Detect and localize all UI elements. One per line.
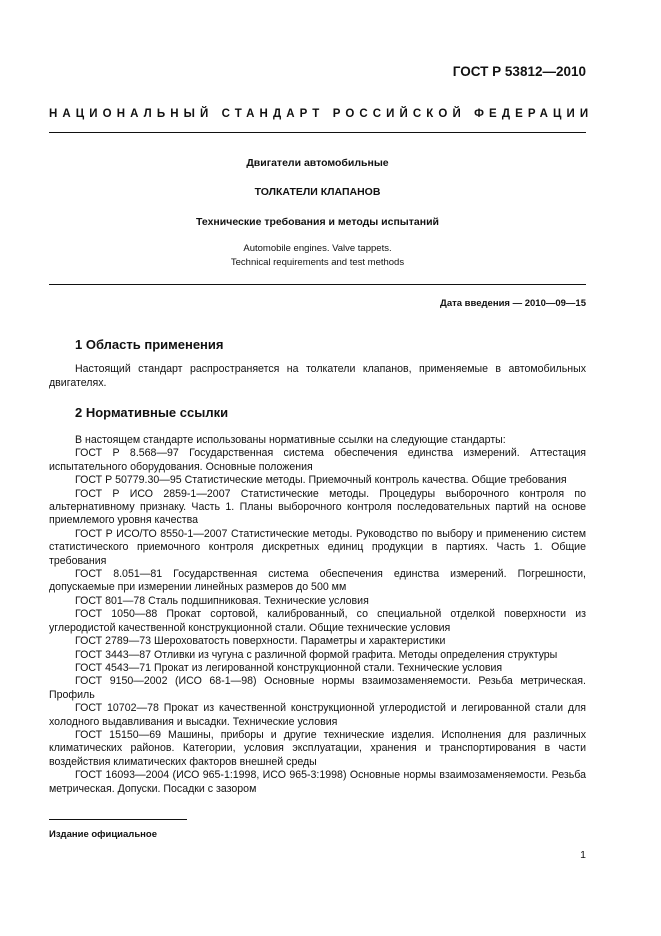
section-1-paragraph: Настоящий стандарт распространяется на толкатели клапанов, применяемые в автомобильных двигателях. [49, 363, 586, 389]
references-list [49, 434, 586, 796]
footnote-rule [49, 819, 187, 820]
section-1-heading: 1 Область применения [75, 337, 224, 352]
title-line-2: ТОЛКАТЕЛИ КЛАПАНОВ [254, 186, 381, 198]
reference-item: ГОСТ 16093—2004 (ИСО 965-1:1998, ИСО 965-3:1998) Основные нормы взаимозаменяемости. Резьба метрическая. Допуски. Посадки с зазором [49, 769, 586, 795]
reference-item: ГОСТ 3443—87 Отливки из чугуна с различной формой графита. Методы определения структуры [75, 648, 558, 661]
reference-item: ГОСТ Р ИСО 2859-1—2007 Статистические методы. Процедуры выборочного контроля по альтернативному признаку. Часть 1. Планы выборочного контроля последовательных партий на основе приемлемого уровня качества [49, 487, 586, 527]
top-rule [49, 132, 586, 133]
reference-item: ГОСТ 8.051—81 Государственная система обеспечения единства измерений. Погрешности, допускаемые при измерении линейных размеров до 500 мм [49, 568, 586, 594]
reference-item: ГОСТ 9150—2002 (ИСО 68-1—98) Основные нормы взаимозаменяемости. Резьба метрическая. Профиль [49, 675, 586, 701]
standard-type-banner: НАЦИОНАЛЬНЫЙ СТАНДАРТ РОССИЙСКОЙ ФЕДЕРАЦИИ [49, 108, 594, 120]
reference-item: ГОСТ Р 8.568—97 Государственная система обеспечения единства измерений. Аттестация испытательного оборудования. Основные положения [49, 447, 586, 473]
title-line-3: Технические требования и методы испытаний [196, 216, 439, 228]
english-title-line-2: Technical requirements and test methods [230, 257, 405, 268]
english-title-line-1: Automobile engines. Valve tappets. [243, 243, 392, 254]
reference-item: ГОСТ Р 50779.30—95 Статистические методы. Приемочный контроль качества. Общие требования [75, 474, 567, 487]
official-edition-label: Издание официальное [49, 829, 157, 840]
reference-item: ГОСТ 1050—88 Прокат сортовой, калиброванный, со специальной отделкой поверхности из углеродистой качественной конструкционной стали. Общие технические условия [49, 608, 586, 634]
section-1-text [49, 363, 586, 391]
introduction-date: Дата введения — 2010—09—15 [440, 298, 586, 309]
reference-item: ГОСТ Р ИСО/ТО 8550-1—2007 Статистические методы. Руководство по выбору и применению систем статистического приемочного контроля дискретных единиц продукции в партиях. Часть 1. Общие требования [49, 527, 586, 567]
title-rule [49, 284, 586, 285]
references-intro: В настоящем стандарте использованы нормативные ссылки на следующие стандарты: [75, 434, 506, 446]
section-2-heading: 2 Нормативные ссылки [75, 405, 229, 420]
reference-item: ГОСТ 10702—78 Прокат из качественной конструкционной углеродистой и легированной стали для холодного выдавливания и высадки. Технические условия [49, 702, 586, 728]
reference-item: ГОСТ 15150—69 Машины, приборы и другие технические изделия. Исполнения для различных климатических районов. Категории, условия эксплуатации, хранения и транспортирования в части воздействия климатических факторов внешней среды [49, 728, 586, 768]
reference-item: ГОСТ 2789—73 Шероховатость поверхности. Параметры и характеристики [75, 635, 446, 648]
title-line-1: Двигатели автомобильные [246, 157, 389, 169]
reference-item: ГОСТ 4543—71 Прокат из легированной конструкционной стали. Технические условия [75, 661, 503, 674]
page-number: 1 [580, 849, 586, 861]
standard-code: ГОСТ Р 53812—2010 [452, 64, 586, 79]
reference-item: ГОСТ 801—78 Сталь подшипниковая. Технические условия [75, 594, 369, 607]
